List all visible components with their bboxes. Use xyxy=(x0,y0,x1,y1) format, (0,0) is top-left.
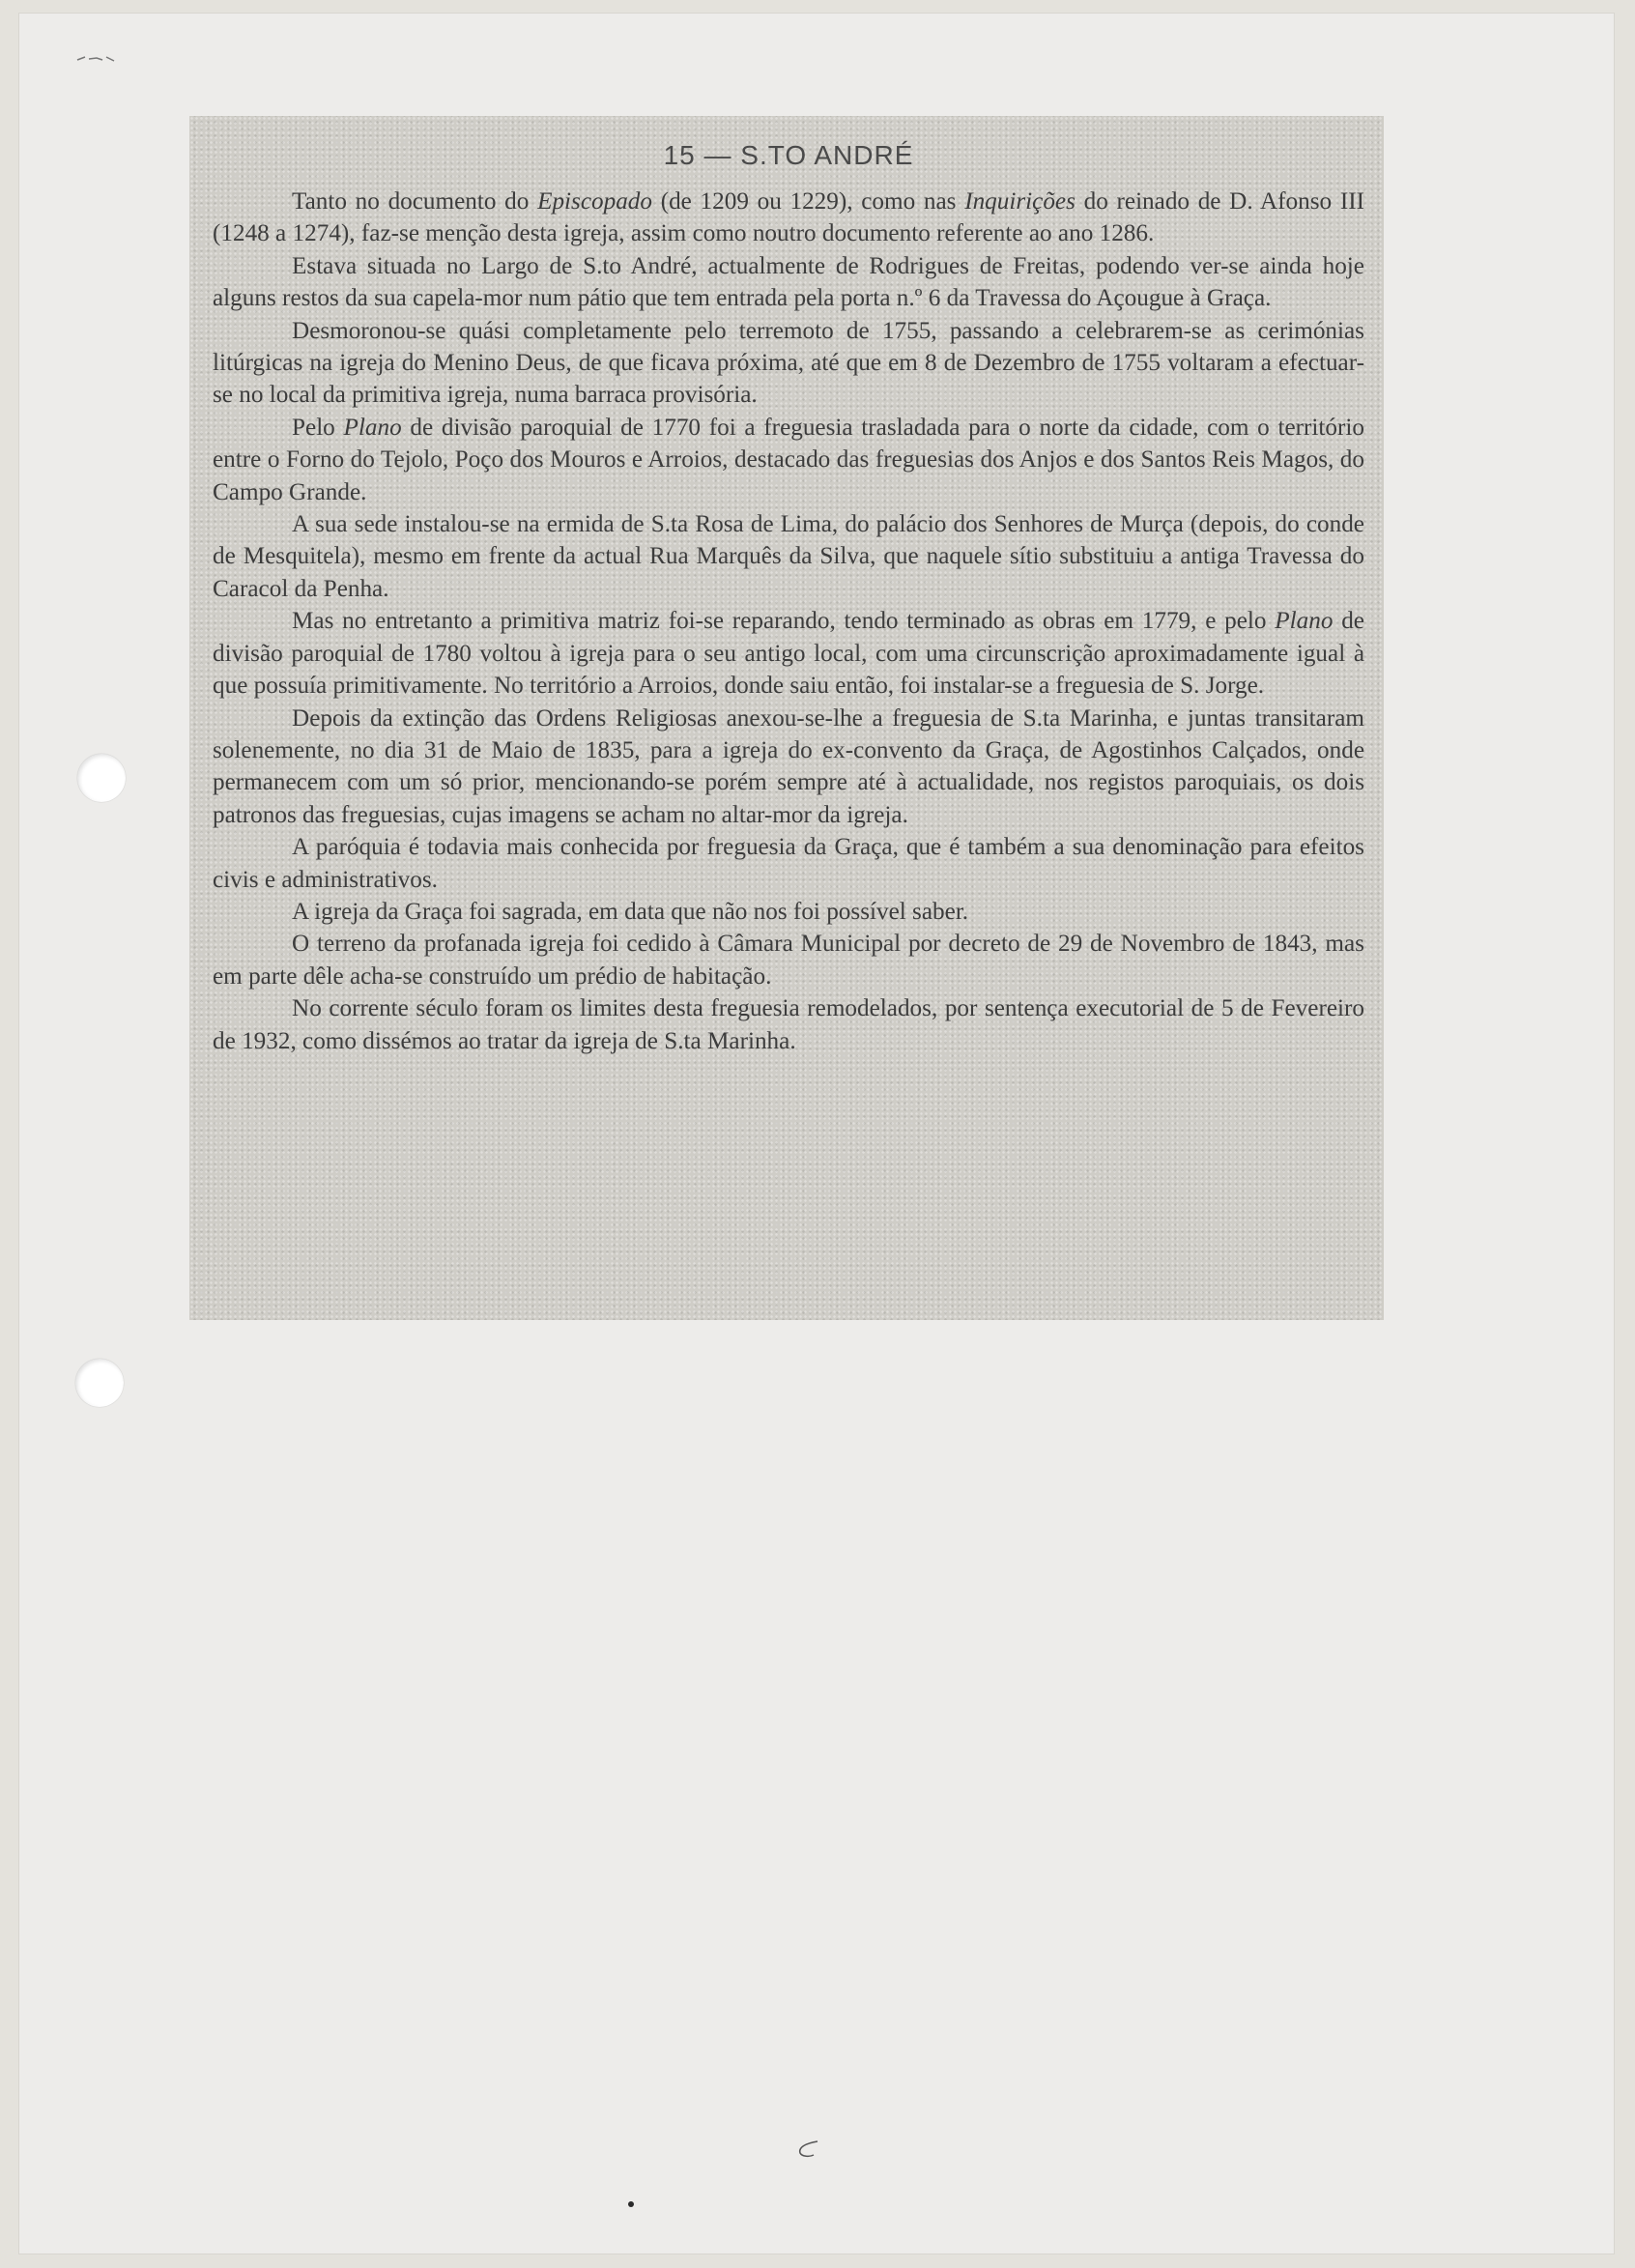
paragraph-2: Estava situada no Largo de S.to André, actualmente de Rodrigues de Freitas, podendo ver-se ainda hoje alguns restos da sua capela-mor num pátio que tem entrada pela porta n.º 6 da Travessa do Açougue à Graça. xyxy=(213,252,1364,312)
section-heading: 15 — S.TO ANDRÉ xyxy=(663,140,914,170)
paragraph-1: Tanto no documento do Episcopado (de 1209 ou 1229), como nas Inquirições do reinado de D. Afonso III (1248 a 1274), faz-se menção desta igreja, assim como noutro documento referente ao ano 1286. xyxy=(213,188,1364,247)
paragraph-7: Depois da extinção das Ordens Religiosas anexou-se-lhe a freguesia de S.ta Marinha, e juntas transitaram solenemente, no dia 31 de Maio de 1835, para a igreja do ex-convento da Graça, de Agostinhos Calçados, onde permanecem com um só prior, mencionando-se porém sempre até à actualidade, nos registos paroquiais, os dois patronos das freguesias, cujas imagens se acham no altar-mor da igreja. xyxy=(213,704,1364,828)
paragraph-8: A paróquia é todavia mais conhecida por freguesia da Graça, que é também a sua denominação para efeitos civis e administrativos. xyxy=(213,834,1364,893)
paragraph-10: O terreno da profanada igreja foi cedido à Câmara Municipal por decreto de 29 de Novembro de 1843, mas em parte dêle acha-se construído um prédio de habitação. xyxy=(213,931,1364,990)
paragraph-5: A sua sede instalou-se na ermida de S.ta Rosa de Lima, do palácio dos Senhores de Murça (depois, do conde de Mesquitela), mesmo em frente da actual Rua Marquês da Silva, que naquele sítio substituiu a antiga Travessa do Caracol da Penha. xyxy=(213,511,1364,602)
paragraph-3: Desmoronou-se quási completamente pelo terremoto de 1755, passando a celebrarem-se as cerimónias litúrgicas na igreja do Menino Deus, de que ficava próxima, até que em 8 de Dezembro de 1755 voltaram a efectuar-se no local da primitiva igreja, numa barraca provisória. xyxy=(213,317,1364,409)
newspaper-clipping xyxy=(189,116,1384,1320)
paragraph-11: No corrente século foram os limites desta freguesia remodelados, por sentença executorial de 5 de Fevereiro de 1932, como dissémos ao tratar da igreja de S.ta Marinha. xyxy=(213,995,1364,1054)
paragraph-9: A igreja da Graça foi sagrada, em data que não nos foi possível saber. xyxy=(292,898,969,925)
punch-hole xyxy=(75,1359,124,1407)
paragraph-6: Mas no entretanto a primitiva matriz foi-se reparando, tendo terminado as obras em 1779, e pelo Plano de divisão paroquial de 1780 voltou à igreja para o seu antigo local, com uma circunscrição aproximadamente igual à que possuía primitivamente. No território a Arroios, donde saiu então, foi instalar-se a freguesia de S. Jorge. xyxy=(213,608,1364,700)
ink-dot xyxy=(628,2201,634,2207)
pencil-mark xyxy=(792,2138,821,2161)
punch-hole xyxy=(77,754,126,802)
pencil-mark xyxy=(75,52,118,66)
paragraph-4: Pelo Plano de divisão paroquial de 1770 foi a freguesia trasladada para o norte da cidade, com o território entre o Forno do Tejolo, Poço dos Mouros e Arroios, destacado das freguesias dos Anjos e dos Santos Reis Magos, do Campo Grande. xyxy=(213,414,1365,505)
